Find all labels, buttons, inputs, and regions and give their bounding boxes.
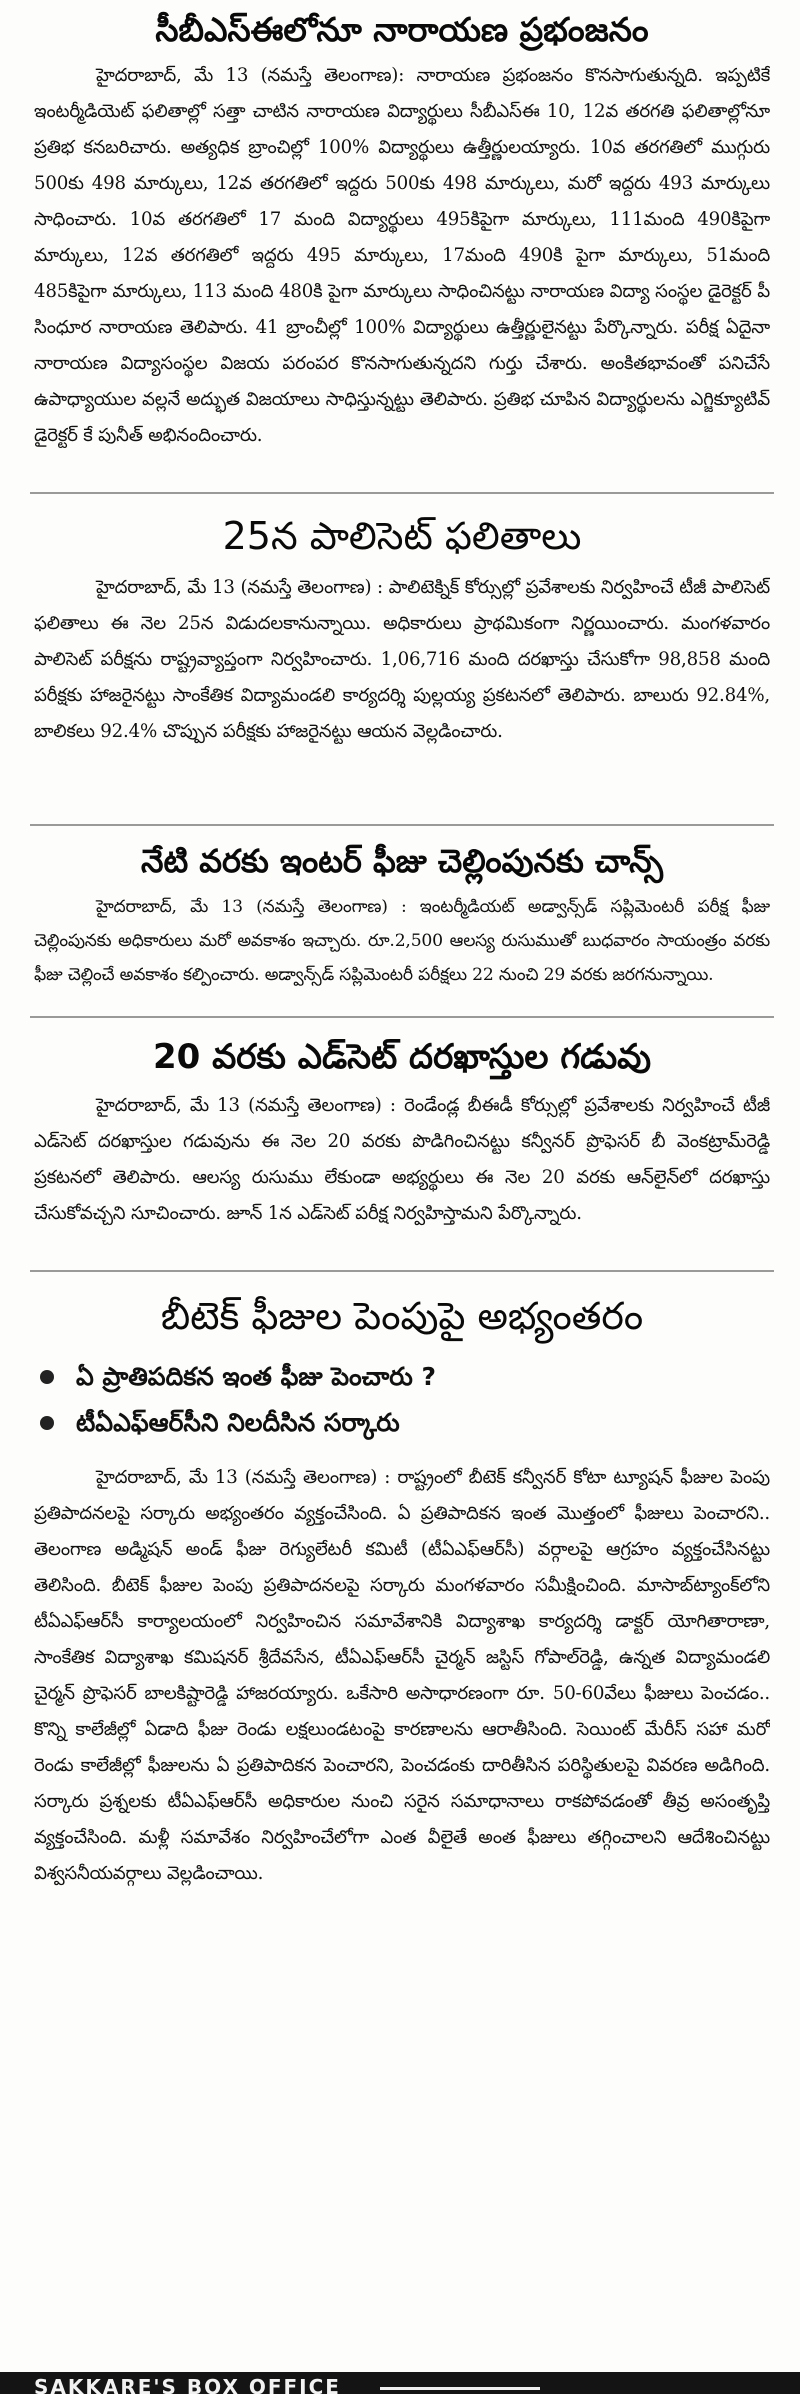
article-body-text: హైదరాబాద్‌, మే 13 (నమస్తే తెలంగాణ) : రెండేండ్ల బీఈడీ కోర్సుల్లో ప్రవేశాలకు నిర్వహించే టీజీ ఎడ్‌సెట్‌ దరఖాస్తుల గడువును ఈ నెల 20 వరకు పొడిగించినట్టు కన్వీనర్‌ ప్రొఫెసర్‌ బీ వెంకట్రామ్‌రెడ్డి ప్రకటనలో తెలిపారు. ఆలస్య రుసుము లేకుండా అభ్యర్థులు ఈ నెల 20 వరకు ఆన్‌లైన్‌లో దరఖాస్తు చేసుకోవచ్చని సూచించారు. జూన్‌ 1న ఎడ్‌సెట్‌ పరీక్ష నిర్వహిస్తామని పేర్కొన్నారు. [34,1095,770,1224]
bullet-text: ఏ ప్రాతిపదికన ఇంత ఫీజు పెంచారు ? [76,1362,436,1391]
article-headline: నేటి వరకు ఇంటర్‌ ఫీజు చెల్లింపునకు చాన్స్‌ [140,842,663,880]
article-headline: బీటెక్‌ ఫీజుల పెంపుపై అభ్యంతరం [160,1294,644,1338]
footer-rule [380,2387,540,2390]
article-body [34,58,770,454]
bullet-icon [40,1416,54,1430]
footer-banner-text: SAKKARE'S BOX OFFICE [34,2375,341,2394]
article-btech-fees [34,1272,770,2362]
bullet-item [34,1354,770,1400]
article-body [34,1088,770,1232]
bullet-text: టీఏఎఫ్‌ఆర్‌సీని నిలదీసిన సర్కారు [76,1408,400,1437]
article-body-text: హైదరాబాద్‌, మే 13 (నమస్తే తెలంగాణ) : పాలిటెక్నిక్‌ కోర్సుల్లో ప్రవేశాలకు నిర్వహించే టీజీ పాలిసెట్‌ ఫలితాలు ఈ నెల 25న విడుదలకానున్నాయి. అధికారులు ప్రాథమికంగా నిర్ణయించారు. మంగళవారం పాలిసెట్‌ పరీక్షను రాష్ట్రవ్యాప్తంగా నిర్వహించారు. 1,06,716 మంది దరఖాస్తు చేసుకోగా 98,858 మంది పరీక్షకు హాజరైనట్టు సాంకేతిక విద్యామండలి కార్యదర్శి పుల్లయ్య ప్రకటనలో తెలిపారు. బాలురు 92.84%, బాలికలు 92.4% చొప్పున పరీక్షకు హాజరైనట్టు ఆయన వెల్లడించారు. [34,577,770,742]
bullet-item [34,1400,770,1446]
article-body-text: హైదరాబాద్‌, మే 13 (నమస్తే తెలంగాణ): నారాయణ ప్రభంజనం కొనసాగుతున్నది. ఇప్పటికే ఇంటర్మీడియెట్‌ ఫలితాల్లో సత్తా చాటిన నారాయణ విద్యార్థులు సీబీఎస్‌ఈ 10, 12వ తరగతి ఫలితాల్లోనూ ప్రతిభ కనబరిచారు. అత్యధిక బ్రాంచిల్లో 100% విద్యార్థులు ఉత్తీర్ణులయ్యారు. 10వ తరగతిలో ముగ్గురు 500కు 498 మార్కులు, 12వ తరగతిలో ఇద్దరు 500కు 498 మార్కులు, మరో ఇద్దరు 493 మార్కులు సాధించారు. 10వ తరగతిలో 17 మంది విద్యార్థులు 495కిపైగా మార్కులు, 111మంది 490కిపైగా మార్కులు, 12వ తరగతిలో ఇద్దరు 495 మార్కులు, 17మంది 490కి పైగా మార్కులు, 51మంది 485కిపైగా మార్కులు, 113 మంది 480కి పైగా మార్కులు సాధించినట్టు నారాయణ విద్యా సంస్థల డైరెక్టర్‌ పీ సింధూర నారాయణ తెలిపారు. 41 బ్రాంచీల్లో 100% విద్యార్థులు ఉత్తీర్ణులైనట్టు పేర్కొన్నారు. పరీక్ష ఏదైనా నారాయణ విద్యాసంస్థల విజయ పరంపర కొనసాగుతున్నదని గుర్తు చేశారు. అంకితభావంతో పనిచేసే ఉపాధ్యాయుల వల్లనే అద్భుత విజయాలు సాధిస్తున్నట్టు తెలిపారు. ప్రతిభ చూపిన విద్యార్థులను ఎగ్జిక్యూటివ్‌ డైరెక్టర్‌ కే పునీత్‌ అభినందించారు. [34,65,770,446]
article-headline: సీబీఎస్‌ఈలోనూ నారాయణ ప్రభంజనం [155,10,649,49]
article-body-text: హైదరాబాద్‌, మే 13 (నమస్తే తెలంగాణ) : రాష్ట్రంలో బీటెక్‌ కన్వీనర్‌ కోటా ట్యూషన్‌ ఫీజుల పెంపు ప్రతిపాదనలపై సర్కారు అభ్యంతరం వ్యక్తంచేసింది. ఏ ప్రతిపాదికన ఇంత మొత్తంలో ఫీజులు పెంచారని.. తెలంగాణ అడ్మిషన్‌ అండ్‌ ఫీజు రెగ్యులేటరీ కమిటీ (టీఏఎఫ్‌ఆర్‌సీ) వర్గాలపై ఆగ్రహం వ్యక్తంచేసినట్టు తెలిసింది. బీటెక్‌ ఫీజుల పెంపు ప్రతిపాదనలపై సర్కారు మంగళవారం సమీక్షించింది. మాసాబ్‌ట్యాంక్‌లోని టీఏఎఫ్‌ఆర్‌సీ కార్యాలయంలో నిర్వహించిన సమావేశానికి విద్యాశాఖ కార్యదర్శి డాక్టర్‌ యోగితారాణా, సాంకేతిక విద్యాశాఖ కమిషనర్‌ శ్రీదేవసేన, టీఏఎఫ్‌ఆర్‌సీ చైర్మన్‌ జస్టిస్‌ గోపాల్‌రెడ్డి, ఉన్నత విద్యామండలి చైర్మన్‌ ప్రొఫెసర్‌ బాలకిష్టారెడ్డి హాజరయ్యారు. ఒకేసారి అసాధారణంగా రూ. 50-60వేలు ఫీజులు పెంచడం.. కొన్ని కాలేజీల్లో ఏడాది ఫీజు రెండు లక్షలుండటంపై కారణాలను ఆరాతీసింది. సెయింట్‌ మేరీస్‌ సహా మరో రెండు కాలేజీల్లో ఫీజులను ఏ ప్రతిపాదికన పెంచారని, పెంచడంకు దారితీసిన పరిస్థితులపై వివరణ అడిగింది. సర్కారు ప్రశ్నలకు టీఏఎఫ్‌ఆర్‌సీ అధికారుల నుంచి సరైన సమాధానాలు రాకపోవడంతో తీవ్ర అసంతృప్తి వ్యక్తంచేసింది. మళ్లీ సమావేశం నిర్వహించేలోగా ఎంత వీలైతే అంత ఫీజులు తగ్గించాలని ఆదేశించినట్టు విశ్వసనీయవర్గాలు వెల్లడించాయి. [34,1467,770,1884]
article-body [34,890,770,993]
article-narayana-cbse [34,0,770,492]
article-polycet-results [34,494,770,824]
subheading-bullets [34,1354,770,1446]
bullet-icon [40,1370,54,1384]
article-body [34,570,770,750]
article-edcet-deadline [34,1018,770,1270]
footer-banner-strip [0,2372,800,2394]
article-body-text: హైదరాబాద్‌, మే 13 (నమస్తే తెలంగాణ) : ఇంటర్మీడియట్‌ అడ్వాన్స్‌డ్‌ సప్లిమెంటరీ పరీక్ష ఫీజు చెల్లింపునకు అధికారులు మరో అవకాశం ఇచ్చారు. రూ.2,500 ఆలస్య రుసుముతో బుధవారం సాయంత్రం వరకు ఫీజు చెల్లించే అవకాశం కల్పించారు. అడ్వాన్స్‌డ్‌ సప్లిమెంటరీ పరీక్షలు 22 నుంచి 29 వరకు జరగనున్నాయి. [34,897,770,986]
article-body [34,1460,770,1892]
article-headline: 20 వరకు ఎడ్‌సెట్‌ దరఖాస్తుల గడువు [152,1037,652,1077]
article-headline: 25న పాలిసెట్‌ ఫలితాలు [222,514,582,558]
article-inter-fee [34,826,770,1016]
